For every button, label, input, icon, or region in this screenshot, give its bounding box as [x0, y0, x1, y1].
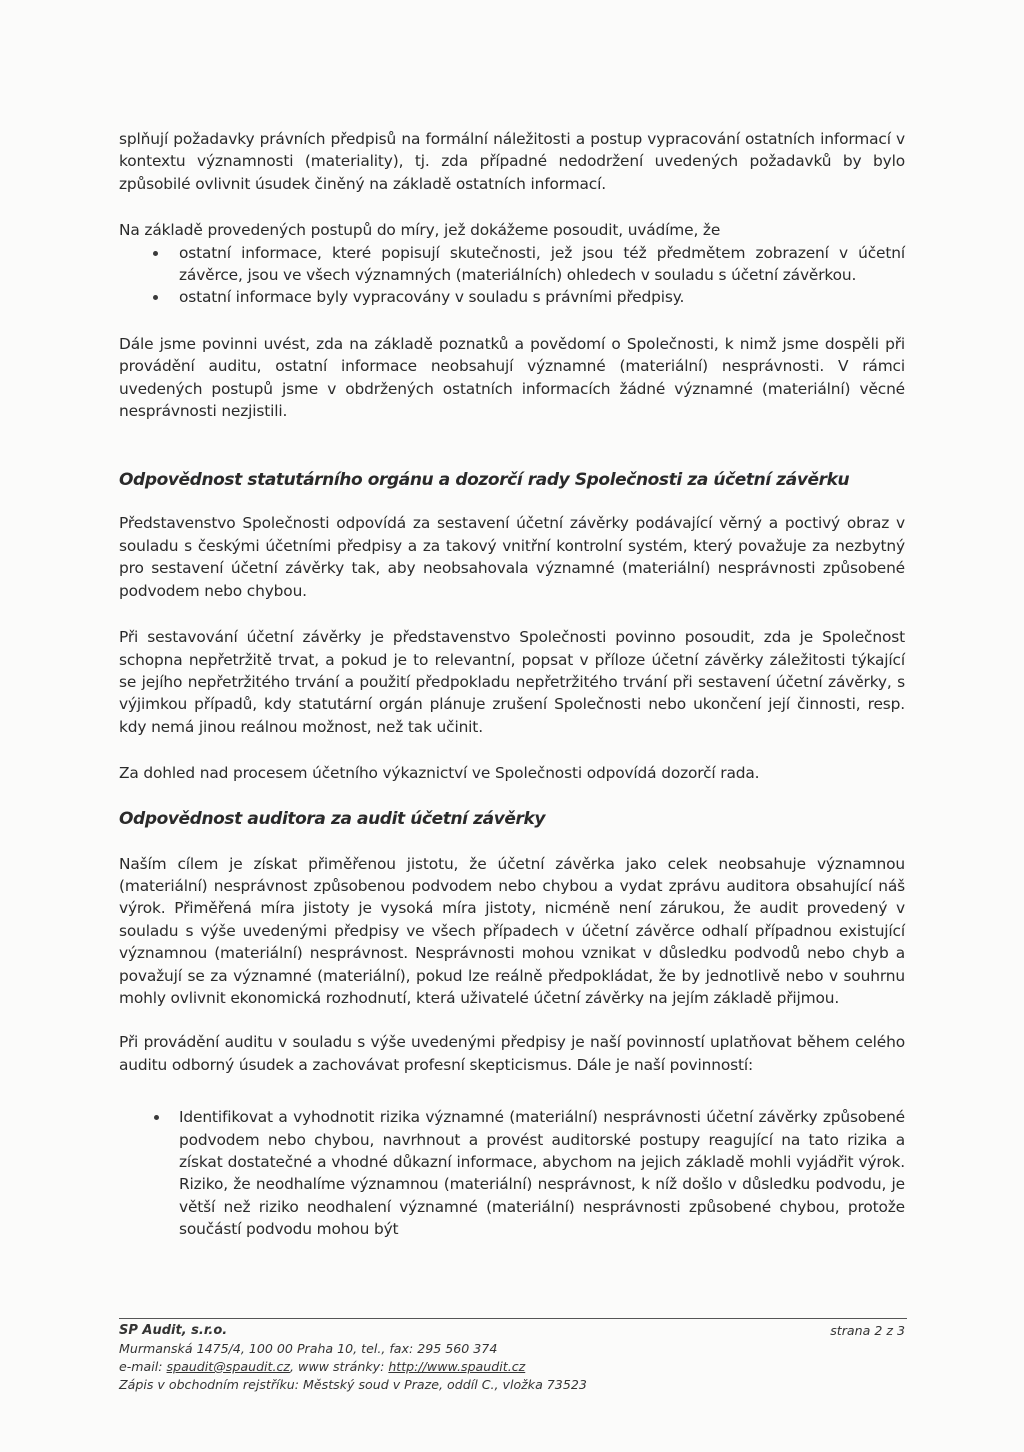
- footer-contact: e-mail: spaudit@spaudit.cz, www stránky: http://www.spaudit.cz: [119, 1359, 526, 1374]
- auditor-paragraph-1: Naším cílem je získat přiměřenou jistotu, že účetní závěrka jako celek neobsahuje významnou (materiální) nesprávnost způsobenou podvodem nebo chybou a vydat zprávu auditora obsahující náš výrok. Přiměřená míra jistoty je vysoká míra jistoty, nicméně není zárukou, že audit provedený v souladu s výše uvedenými předpisy ve všech případech v účetní závěrce odhalí případnou existující významnou (materiální) nesprávnost. Nesprávnosti mohou vznikat v důsledku podvodů nebo chyb a považují se za významné (materiální), pokud lze reálně předpokládat, že by jednotlivě nebo v souhrnu mohly ovlivnit ekonomická rozhodnutí, která uživatelé účetní závěrky na jejím základě přijmou.: [119, 854, 905, 1007]
- intro-paragraph-1: splňují požadavky právních předpisů na formální náležitosti a postup vypracování ostatních informací v kontextu významnosti (materiality), tj. zda případné nedodržení uvedených požadavků by bylo způsobilé ovlivnit úsudek činěný na základě ostatních informací.: [119, 130, 905, 193]
- footer-address: Murmanská 1475/4, 100 00 Praha 10, tel., fax: 295 560 374: [119, 1341, 498, 1356]
- footer-registry: Zápis v obchodním rejstříku: Městský soud v Praze, oddíl C., vložka 73523: [119, 1377, 587, 1392]
- statutory-paragraph-3: Za dohled nad procesem účetního výkaznictví ve Společnosti odpovídá dozorčí rada.: [119, 764, 760, 783]
- statutory-paragraph-1: Představenstvo Společnosti odpovídá za sestavení účetní závěrky podávající věrný a poctivý obraz v souladu s českými účetními předpisy a za takový vnitřní kontrolní systém, který považuje za nezbytný pro sestavení účetní závěrky tak, aby neobsahovala významné (materiální) nesprávnosti způsobené podvodem nebo chybou.: [119, 514, 905, 600]
- email-link[interactable]: spaudit@spaudit.cz: [166, 1359, 291, 1374]
- page-number: strana 2 z 3: [830, 1323, 905, 1338]
- bullet-icon: [153, 295, 158, 300]
- bullet-icon: [154, 1115, 159, 1120]
- section-heading-auditor: Odpovědnost auditora za audit účetní závěrky: [119, 808, 546, 829]
- intro-paragraph-3: Dále jsme povinni uvést, zda na základě poznatků a povědomí o Společnosti, k nimž jsme dospěli při provádění auditu, ostatní informace neobsahují významné (materiální) nesprávnosti. V rámci uvedených postupů jsme v obdržených ostatních informacích žádné významné (materiální) věcné nesprávnosti nezjistili.: [119, 334, 905, 421]
- footer-divider: [119, 1318, 907, 1319]
- website-link[interactable]: http://www.spaudit.cz: [388, 1359, 526, 1374]
- bullet-icon: [153, 251, 158, 256]
- list-item: Identifikovat a vyhodnotit rizika významné (materiální) nesprávnosti účetní závěrky způsobené podvodem nebo chybou, navrhnout a provést auditorské postupy reagující na tato rizika a získat dostatečné a vhodné důkazní informace, abychom na jejich základě mohli vyjádřit výrok. Riziko, že neodhalíme významnou (materiální) nesprávnost, k níž došlo v důsledku podvodu, je větší než riziko neodhalení významné (materiální) nesprávnosti způsobené chybou, protože součástí podvodu mohou být: [119, 1106, 905, 1240]
- section-heading-statutory: Odpovědnost statutárního orgánu a dozorčí rady Společnosti za účetní závěrku: [119, 470, 850, 491]
- footer-company: SP Audit, s.r.o.: [119, 1323, 228, 1338]
- page-content: [119, 128, 905, 1241]
- list-item: ostatní informace byly vypracovány v souladu s právními předpisy.: [119, 286, 905, 308]
- auditor-paragraph-2: Při provádění auditu v souladu s výše uvedenými předpisy je naší povinností uplatňovat během celého auditu odborný úsudek a zachovávat profesní skepticismus. Dále je naší povinností:: [119, 1033, 905, 1074]
- intro-bullet-list: [119, 242, 905, 309]
- statutory-paragraph-2: Při sestavování účetní závěrky je představenstvo Společnosti povinno posoudit, zda je Společnost schopna nepřetržitě trvat, a pokud je to relevantní, popsat v příloze účetní závěrky záležitosti týkající se jejího nepřetržitého trvání a použití předpokladu nepřetržitého trvání při sestavení účetní závěrky, s výjimkou případů, kdy statutární orgán plánuje zrušení Společnosti nebo ukončení její činnosti, resp. kdy nemá jinou reálnou možnost, než tak učinit.: [119, 628, 905, 736]
- list-item: ostatní informace, které popisují skutečnosti, jež jsou též předmětem zobrazení v účetní závěrce, jsou ve všech významných (materiálních) ohledech v souladu s účetní závěrkou.: [119, 242, 905, 287]
- intro-paragraph-2: Na základě provedených postupů do míry, jež dokážeme posoudit, uvádíme, že: [119, 221, 721, 240]
- auditor-bullet-list: [119, 1106, 905, 1240]
